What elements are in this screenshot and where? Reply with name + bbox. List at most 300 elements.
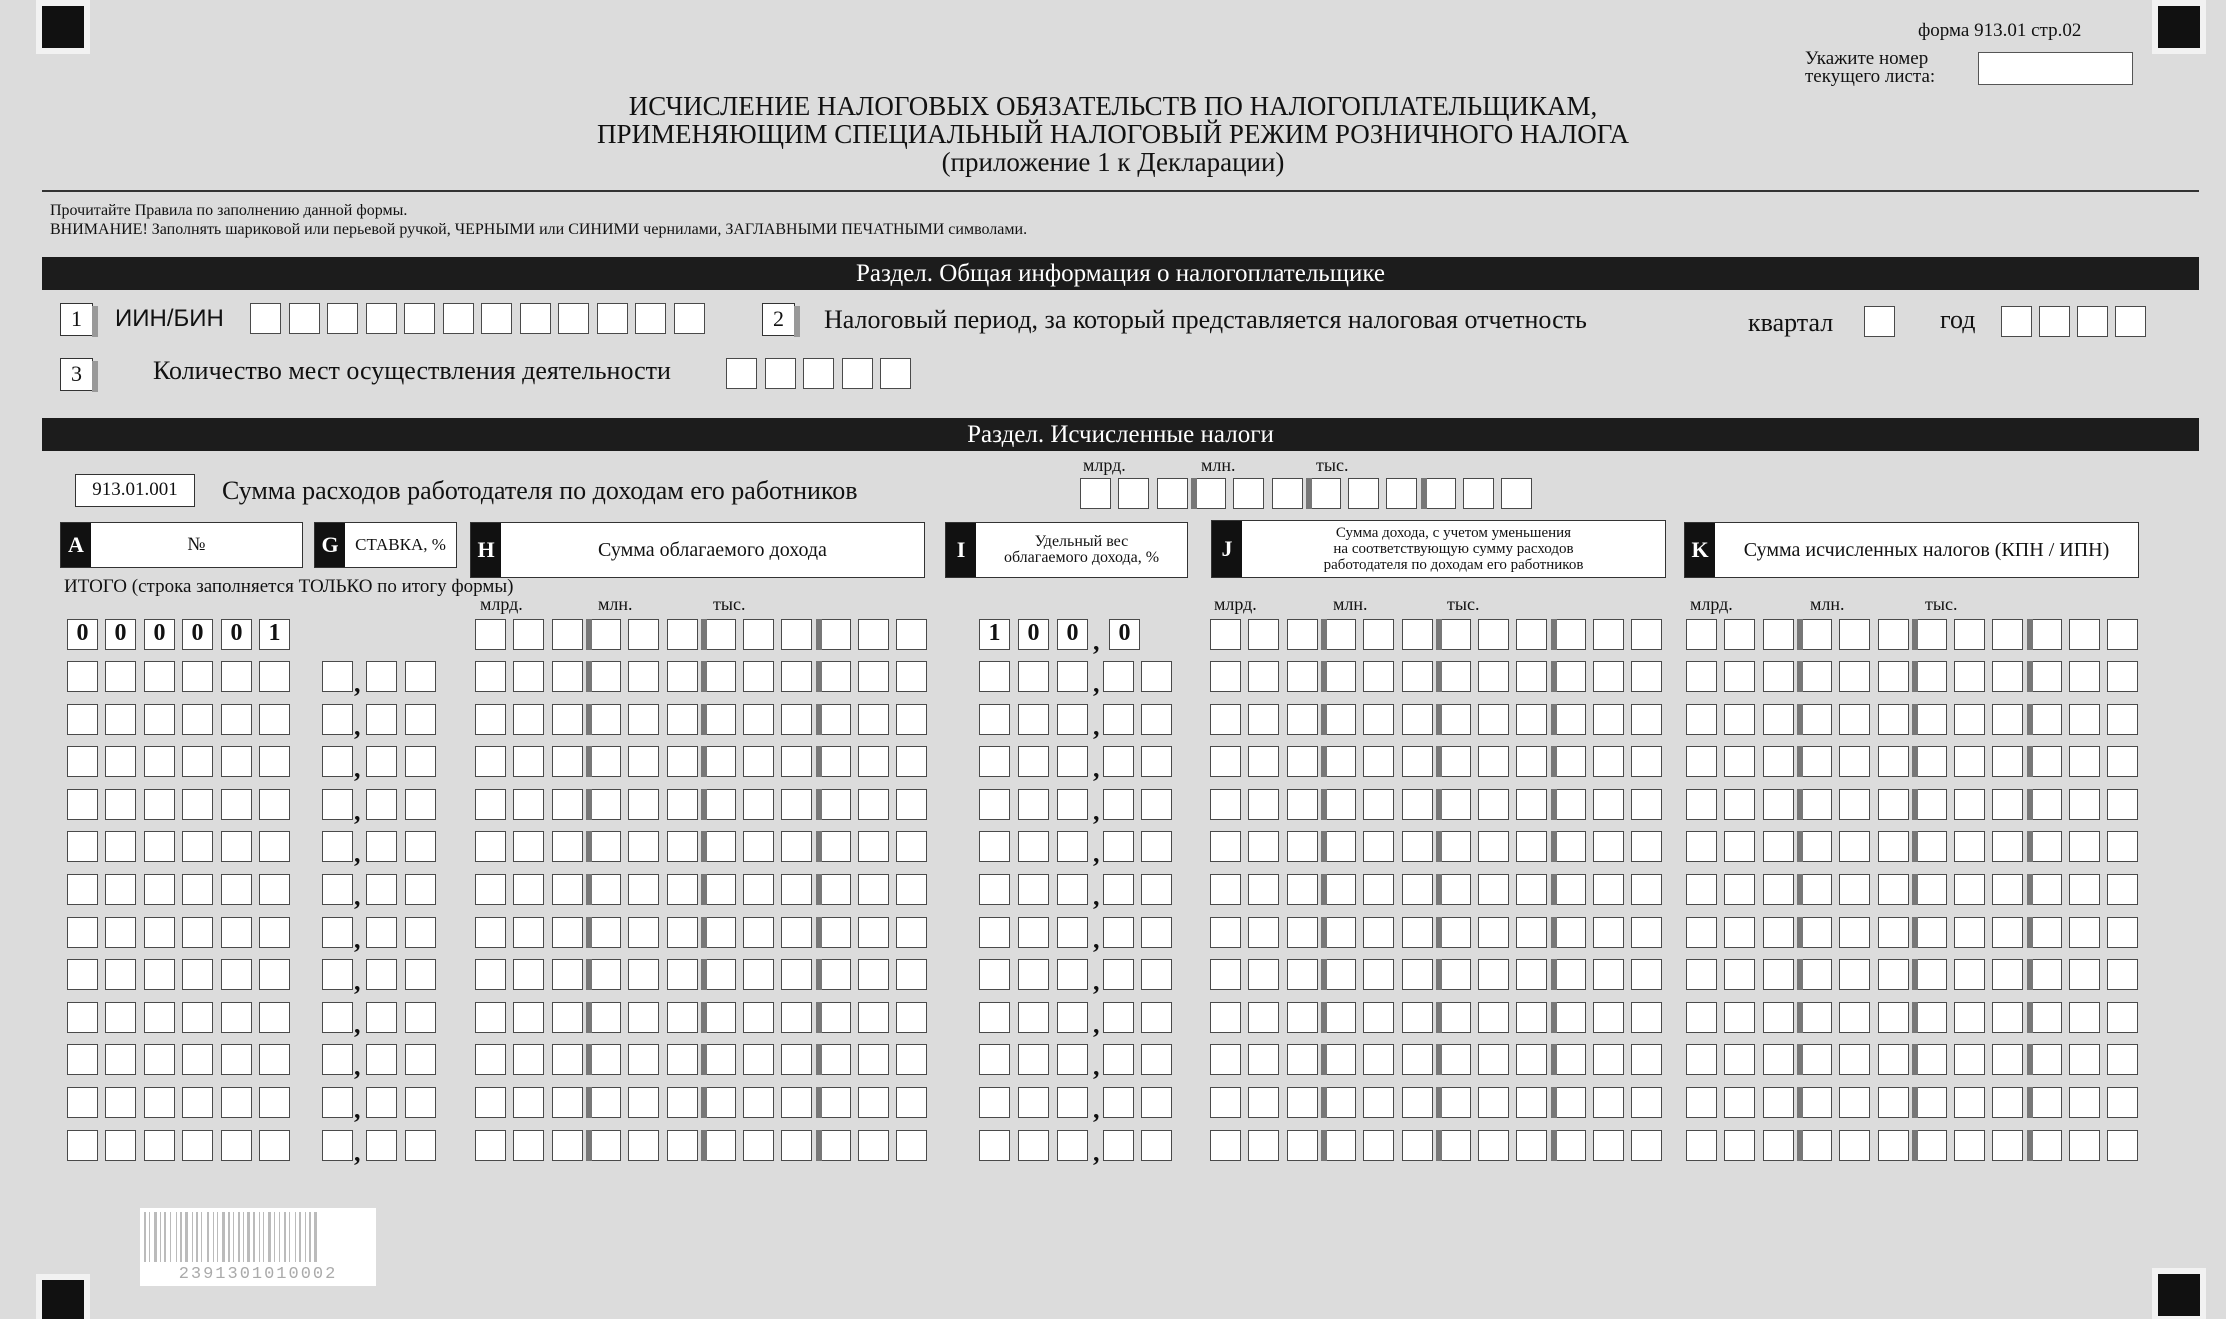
share-cell[interactable]: [1103, 874, 1134, 905]
row-number-cell[interactable]: [221, 1044, 252, 1075]
reduced-income-cell[interactable]: [1555, 1002, 1586, 1033]
share-cell[interactable]: [1103, 1044, 1134, 1075]
reduced-income-cell[interactable]: [1478, 917, 1509, 948]
reduced-income-cell[interactable]: [1325, 831, 1356, 862]
taxable-income-cell[interactable]: [896, 831, 927, 862]
taxable-income-cell[interactable]: [552, 959, 583, 990]
taxable-income-cell[interactable]: [858, 789, 889, 820]
taxable-income-cell[interactable]: [590, 917, 621, 948]
calculated-tax-cell[interactable]: [1916, 746, 1947, 777]
reduced-income-cell[interactable]: [1248, 1044, 1279, 1075]
reduced-income-cell[interactable]: [1478, 959, 1509, 990]
calculated-tax-cell[interactable]: [2107, 1044, 2138, 1075]
taxable-income-cell[interactable]: [590, 1002, 621, 1033]
taxable-income-cell[interactable]: [820, 704, 851, 735]
reduced-income-cell[interactable]: [1210, 1087, 1241, 1118]
calculated-tax-cell[interactable]: [1992, 917, 2023, 948]
taxable-income-cell[interactable]: [628, 704, 659, 735]
reduced-income-cell[interactable]: [1363, 1044, 1394, 1075]
rate-cell[interactable]: [322, 917, 353, 948]
reduced-income-cell[interactable]: [1440, 1044, 1471, 1075]
taxable-income-cell[interactable]: [896, 746, 927, 777]
reduced-income-cell[interactable]: [1516, 1130, 1547, 1161]
taxable-income-cell[interactable]: [628, 789, 659, 820]
row-number-cell[interactable]: [221, 789, 252, 820]
taxable-income-cell[interactable]: [475, 661, 506, 692]
taxable-income-cell[interactable]: [513, 917, 544, 948]
calculated-tax-cell[interactable]: [1992, 619, 2023, 650]
iin-bin-cell[interactable]: [520, 303, 551, 334]
row-number-cell[interactable]: [105, 1002, 136, 1033]
calculated-tax-cell[interactable]: [1724, 789, 1755, 820]
calculated-tax-cell[interactable]: [1992, 959, 2023, 990]
reduced-income-cell[interactable]: [1440, 1087, 1471, 1118]
reduced-income-cell[interactable]: [1248, 874, 1279, 905]
row-number-cell[interactable]: [182, 1002, 213, 1033]
reduced-income-cell[interactable]: [1363, 1002, 1394, 1033]
taxable-income-cell[interactable]: [896, 1044, 927, 1075]
reduced-income-cell[interactable]: [1325, 661, 1356, 692]
reduced-income-cell[interactable]: [1325, 1044, 1356, 1075]
calculated-tax-cell[interactable]: [2107, 917, 2138, 948]
calculated-tax-cell[interactable]: [1839, 1002, 1870, 1033]
reduced-income-cell[interactable]: [1248, 789, 1279, 820]
row-number-cell[interactable]: 0: [105, 619, 136, 650]
share-cell[interactable]: [1018, 1087, 1049, 1118]
reduced-income-cell[interactable]: [1248, 704, 1279, 735]
taxable-income-cell[interactable]: [858, 619, 889, 650]
calculated-tax-cell[interactable]: [1916, 789, 1947, 820]
year-cell[interactable]: [2077, 306, 2108, 337]
reduced-income-cell[interactable]: [1248, 1087, 1279, 1118]
calculated-tax-cell[interactable]: [1801, 1130, 1832, 1161]
row-number-cell[interactable]: [144, 831, 175, 862]
share-cell[interactable]: [1103, 1087, 1134, 1118]
calculated-tax-cell[interactable]: [1992, 704, 2023, 735]
calculated-tax-cell[interactable]: [1916, 959, 1947, 990]
taxable-income-cell[interactable]: [820, 831, 851, 862]
reduced-income-cell[interactable]: [1210, 959, 1241, 990]
calculated-tax-cell[interactable]: [1801, 1087, 1832, 1118]
rate-cell[interactable]: [405, 661, 436, 692]
share-cell[interactable]: 0: [1018, 619, 1049, 650]
calculated-tax-cell[interactable]: [1954, 959, 1985, 990]
reduced-income-cell[interactable]: [1631, 917, 1662, 948]
reduced-income-cell[interactable]: [1593, 619, 1624, 650]
reduced-income-cell[interactable]: [1631, 661, 1662, 692]
share-cell[interactable]: [979, 746, 1010, 777]
row-number-cell[interactable]: [259, 959, 290, 990]
row-number-cell[interactable]: [67, 789, 98, 820]
reduced-income-cell[interactable]: [1593, 661, 1624, 692]
calculated-tax-cell[interactable]: [2107, 704, 2138, 735]
reduced-income-cell[interactable]: [1555, 1087, 1586, 1118]
calculated-tax-cell[interactable]: [1763, 874, 1794, 905]
row-number-cell[interactable]: [259, 1002, 290, 1033]
taxable-income-cell[interactable]: [820, 1087, 851, 1118]
calculated-tax-cell[interactable]: [1839, 1130, 1870, 1161]
taxable-income-cell[interactable]: [705, 1130, 736, 1161]
row-number-cell[interactable]: [221, 1130, 252, 1161]
taxable-income-cell[interactable]: [552, 1130, 583, 1161]
row-number-cell[interactable]: [67, 1130, 98, 1161]
taxable-income-cell[interactable]: [628, 1044, 659, 1075]
calculated-tax-cell[interactable]: [2031, 1087, 2062, 1118]
row-number-cell[interactable]: [105, 746, 136, 777]
calculated-tax-cell[interactable]: [1992, 874, 2023, 905]
reduced-income-cell[interactable]: [1402, 831, 1433, 862]
share-cell[interactable]: [1057, 746, 1088, 777]
reduced-income-cell[interactable]: [1631, 619, 1662, 650]
share-cell[interactable]: [1057, 831, 1088, 862]
taxable-income-cell[interactable]: [552, 917, 583, 948]
taxable-income-cell[interactable]: [858, 1044, 889, 1075]
rate-cell[interactable]: [366, 1002, 397, 1033]
taxable-income-cell[interactable]: [667, 959, 698, 990]
reduced-income-cell[interactable]: [1210, 619, 1241, 650]
taxable-income-cell[interactable]: [820, 1044, 851, 1075]
calculated-tax-cell[interactable]: [1839, 959, 1870, 990]
row-number-cell[interactable]: [105, 661, 136, 692]
row-number-cell[interactable]: [144, 1130, 175, 1161]
reduced-income-cell[interactable]: [1593, 1130, 1624, 1161]
share-cell[interactable]: [1141, 746, 1172, 777]
employer-expenses-cell[interactable]: [1272, 478, 1303, 509]
taxable-income-cell[interactable]: [552, 704, 583, 735]
calculated-tax-cell[interactable]: [1686, 746, 1717, 777]
calculated-tax-cell[interactable]: [1686, 917, 1717, 948]
calculated-tax-cell[interactable]: [1763, 619, 1794, 650]
reduced-income-cell[interactable]: [1363, 917, 1394, 948]
reduced-income-cell[interactable]: [1287, 1130, 1318, 1161]
sheet-number-input[interactable]: [1978, 52, 2133, 85]
calculated-tax-cell[interactable]: [1916, 831, 1947, 862]
taxable-income-cell[interactable]: [705, 959, 736, 990]
reduced-income-cell[interactable]: [1593, 789, 1624, 820]
row-number-cell[interactable]: [105, 959, 136, 990]
calculated-tax-cell[interactable]: [1724, 874, 1755, 905]
calculated-tax-cell[interactable]: [2069, 1044, 2100, 1075]
taxable-income-cell[interactable]: [858, 1087, 889, 1118]
reduced-income-cell[interactable]: [1555, 704, 1586, 735]
share-cell[interactable]: [1018, 704, 1049, 735]
row-number-cell[interactable]: [67, 1044, 98, 1075]
calculated-tax-cell[interactable]: [2107, 874, 2138, 905]
taxable-income-cell[interactable]: [858, 704, 889, 735]
rate-cell[interactable]: [322, 874, 353, 905]
calculated-tax-cell[interactable]: [1878, 1002, 1909, 1033]
calculated-tax-cell[interactable]: [1878, 661, 1909, 692]
reduced-income-cell[interactable]: [1631, 746, 1662, 777]
share-cell[interactable]: [1057, 1044, 1088, 1075]
reduced-income-cell[interactable]: [1363, 789, 1394, 820]
taxable-income-cell[interactable]: [705, 1002, 736, 1033]
taxable-income-cell[interactable]: [858, 831, 889, 862]
reduced-income-cell[interactable]: [1555, 1130, 1586, 1161]
taxable-income-cell[interactable]: [820, 959, 851, 990]
reduced-income-cell[interactable]: [1631, 831, 1662, 862]
rate-cell[interactable]: [366, 704, 397, 735]
taxable-income-cell[interactable]: [781, 619, 812, 650]
reduced-income-cell[interactable]: [1631, 1044, 1662, 1075]
reduced-income-cell[interactable]: [1363, 704, 1394, 735]
calculated-tax-cell[interactable]: [1839, 1087, 1870, 1118]
row-number-cell[interactable]: [182, 789, 213, 820]
taxable-income-cell[interactable]: [552, 789, 583, 820]
share-cell[interactable]: [1018, 874, 1049, 905]
reduced-income-cell[interactable]: [1325, 874, 1356, 905]
reduced-income-cell[interactable]: [1440, 1130, 1471, 1161]
reduced-income-cell[interactable]: [1287, 874, 1318, 905]
share-cell[interactable]: [1018, 917, 1049, 948]
taxable-income-cell[interactable]: [513, 661, 544, 692]
row-number-cell[interactable]: 0: [144, 619, 175, 650]
taxable-income-cell[interactable]: [743, 874, 774, 905]
taxable-income-cell[interactable]: [743, 1044, 774, 1075]
reduced-income-cell[interactable]: [1210, 789, 1241, 820]
calculated-tax-cell[interactable]: [2031, 704, 2062, 735]
reduced-income-cell[interactable]: [1440, 959, 1471, 990]
reduced-income-cell[interactable]: [1402, 1002, 1433, 1033]
taxable-income-cell[interactable]: [896, 704, 927, 735]
reduced-income-cell[interactable]: [1593, 1087, 1624, 1118]
employer-expenses-cell[interactable]: [1425, 478, 1456, 509]
places-count-cell[interactable]: [842, 358, 873, 389]
taxable-income-cell[interactable]: [475, 1044, 506, 1075]
reduced-income-cell[interactable]: [1287, 746, 1318, 777]
share-cell[interactable]: [1103, 704, 1134, 735]
calculated-tax-cell[interactable]: [2107, 1002, 2138, 1033]
taxable-income-cell[interactable]: [667, 1130, 698, 1161]
taxable-income-cell[interactable]: [590, 831, 621, 862]
calculated-tax-cell[interactable]: [1954, 831, 1985, 862]
reduced-income-cell[interactable]: [1478, 789, 1509, 820]
row-number-cell[interactable]: [221, 874, 252, 905]
places-count-cell[interactable]: [880, 358, 911, 389]
reduced-income-cell[interactable]: [1248, 1002, 1279, 1033]
calculated-tax-cell[interactable]: [1686, 1130, 1717, 1161]
reduced-income-cell[interactable]: [1248, 831, 1279, 862]
reduced-income-cell[interactable]: [1440, 1002, 1471, 1033]
calculated-tax-cell[interactable]: [2069, 831, 2100, 862]
reduced-income-cell[interactable]: [1440, 874, 1471, 905]
calculated-tax-cell[interactable]: [2107, 746, 2138, 777]
taxable-income-cell[interactable]: [590, 1044, 621, 1075]
iin-bin-cell[interactable]: [404, 303, 435, 334]
calculated-tax-cell[interactable]: [1839, 1044, 1870, 1075]
calculated-tax-cell[interactable]: [1686, 874, 1717, 905]
calculated-tax-cell[interactable]: [1954, 1044, 1985, 1075]
taxable-income-cell[interactable]: [743, 789, 774, 820]
taxable-income-cell[interactable]: [628, 746, 659, 777]
rate-cell[interactable]: [366, 1044, 397, 1075]
taxable-income-cell[interactable]: [705, 619, 736, 650]
reduced-income-cell[interactable]: [1402, 1130, 1433, 1161]
reduced-income-cell[interactable]: [1555, 1044, 1586, 1075]
share-cell[interactable]: [1141, 917, 1172, 948]
calculated-tax-cell[interactable]: [1992, 1087, 2023, 1118]
taxable-income-cell[interactable]: [705, 1087, 736, 1118]
row-number-cell[interactable]: [182, 874, 213, 905]
taxable-income-cell[interactable]: [896, 959, 927, 990]
calculated-tax-cell[interactable]: [2107, 619, 2138, 650]
iin-bin-cell[interactable]: [327, 303, 358, 334]
rate-cell[interactable]: [366, 874, 397, 905]
reduced-income-cell[interactable]: [1402, 959, 1433, 990]
rate-cell[interactable]: [405, 746, 436, 777]
taxable-income-cell[interactable]: [667, 874, 698, 905]
employer-expenses-cell[interactable]: [1348, 478, 1379, 509]
row-number-cell[interactable]: [144, 746, 175, 777]
employer-expenses-cell[interactable]: [1080, 478, 1111, 509]
share-cell[interactable]: [1057, 1087, 1088, 1118]
reduced-income-cell[interactable]: [1402, 917, 1433, 948]
reduced-income-cell[interactable]: [1210, 874, 1241, 905]
calculated-tax-cell[interactable]: [1763, 661, 1794, 692]
row-number-cell[interactable]: [144, 1087, 175, 1118]
calculated-tax-cell[interactable]: [1839, 619, 1870, 650]
calculated-tax-cell[interactable]: [1916, 661, 1947, 692]
share-cell[interactable]: [1103, 917, 1134, 948]
taxable-income-cell[interactable]: [475, 704, 506, 735]
calculated-tax-cell[interactable]: [1916, 1130, 1947, 1161]
calculated-tax-cell[interactable]: [1686, 1087, 1717, 1118]
taxable-income-cell[interactable]: [781, 789, 812, 820]
reduced-income-cell[interactable]: [1402, 874, 1433, 905]
share-cell[interactable]: [1141, 1044, 1172, 1075]
reduced-income-cell[interactable]: [1631, 789, 1662, 820]
rate-cell[interactable]: [366, 789, 397, 820]
calculated-tax-cell[interactable]: [1954, 704, 1985, 735]
calculated-tax-cell[interactable]: [1724, 704, 1755, 735]
taxable-income-cell[interactable]: [820, 746, 851, 777]
calculated-tax-cell[interactable]: [1724, 746, 1755, 777]
row-number-cell[interactable]: [144, 874, 175, 905]
rate-cell[interactable]: [366, 1130, 397, 1161]
taxable-income-cell[interactable]: [896, 874, 927, 905]
share-cell[interactable]: [1018, 746, 1049, 777]
reduced-income-cell[interactable]: [1478, 746, 1509, 777]
taxable-income-cell[interactable]: [781, 661, 812, 692]
reduced-income-cell[interactable]: [1248, 917, 1279, 948]
calculated-tax-cell[interactable]: [2107, 1087, 2138, 1118]
share-cell[interactable]: 0: [1109, 619, 1140, 650]
taxable-income-cell[interactable]: [590, 789, 621, 820]
reduced-income-cell[interactable]: [1516, 704, 1547, 735]
row-number-cell[interactable]: [144, 1002, 175, 1033]
reduced-income-cell[interactable]: [1210, 917, 1241, 948]
row-number-cell[interactable]: [182, 917, 213, 948]
calculated-tax-cell[interactable]: [2069, 959, 2100, 990]
iin-bin-cell[interactable]: [366, 303, 397, 334]
reduced-income-cell[interactable]: [1516, 959, 1547, 990]
reduced-income-cell[interactable]: [1248, 746, 1279, 777]
year-cell[interactable]: [2039, 306, 2070, 337]
reduced-income-cell[interactable]: [1210, 704, 1241, 735]
reduced-income-cell[interactable]: [1516, 917, 1547, 948]
taxable-income-cell[interactable]: [552, 619, 583, 650]
row-number-cell[interactable]: [67, 1087, 98, 1118]
rate-cell[interactable]: [405, 1087, 436, 1118]
reduced-income-cell[interactable]: [1325, 1130, 1356, 1161]
reduced-income-cell[interactable]: [1402, 789, 1433, 820]
reduced-income-cell[interactable]: [1516, 789, 1547, 820]
rate-cell[interactable]: [322, 789, 353, 820]
places-count-cell[interactable]: [765, 358, 796, 389]
taxable-income-cell[interactable]: [781, 704, 812, 735]
calculated-tax-cell[interactable]: [1801, 619, 1832, 650]
reduced-income-cell[interactable]: [1363, 831, 1394, 862]
calculated-tax-cell[interactable]: [1954, 789, 1985, 820]
calculated-tax-cell[interactable]: [1992, 1002, 2023, 1033]
share-cell[interactable]: [979, 874, 1010, 905]
calculated-tax-cell[interactable]: [1686, 1044, 1717, 1075]
taxable-income-cell[interactable]: [705, 704, 736, 735]
calculated-tax-cell[interactable]: [1916, 704, 1947, 735]
row-number-cell[interactable]: [259, 661, 290, 692]
reduced-income-cell[interactable]: [1631, 874, 1662, 905]
calculated-tax-cell[interactable]: [1878, 619, 1909, 650]
share-cell[interactable]: [1018, 789, 1049, 820]
taxable-income-cell[interactable]: [743, 704, 774, 735]
taxable-income-cell[interactable]: [781, 1087, 812, 1118]
row-number-cell[interactable]: [105, 704, 136, 735]
calculated-tax-cell[interactable]: [1954, 917, 1985, 948]
reduced-income-cell[interactable]: [1440, 704, 1471, 735]
row-number-cell[interactable]: [67, 704, 98, 735]
row-number-cell[interactable]: [221, 1087, 252, 1118]
share-cell[interactable]: [1057, 917, 1088, 948]
rate-cell[interactable]: [366, 1087, 397, 1118]
taxable-income-cell[interactable]: [705, 917, 736, 948]
reduced-income-cell[interactable]: [1287, 1044, 1318, 1075]
taxable-income-cell[interactable]: [667, 619, 698, 650]
reduced-income-cell[interactable]: [1555, 874, 1586, 905]
reduced-income-cell[interactable]: [1478, 831, 1509, 862]
reduced-income-cell[interactable]: [1516, 1002, 1547, 1033]
calculated-tax-cell[interactable]: [2107, 789, 2138, 820]
row-number-cell[interactable]: [221, 746, 252, 777]
row-number-cell[interactable]: [144, 704, 175, 735]
calculated-tax-cell[interactable]: [1992, 1130, 2023, 1161]
taxable-income-cell[interactable]: [475, 1130, 506, 1161]
calculated-tax-cell[interactable]: [1954, 1130, 1985, 1161]
rate-cell[interactable]: [405, 789, 436, 820]
reduced-income-cell[interactable]: [1555, 619, 1586, 650]
calculated-tax-cell[interactable]: [1801, 959, 1832, 990]
reduced-income-cell[interactable]: [1325, 704, 1356, 735]
share-cell[interactable]: [1057, 959, 1088, 990]
reduced-income-cell[interactable]: [1363, 661, 1394, 692]
calculated-tax-cell[interactable]: [1724, 1002, 1755, 1033]
calculated-tax-cell[interactable]: [1686, 704, 1717, 735]
taxable-income-cell[interactable]: [705, 1044, 736, 1075]
row-number-cell[interactable]: [105, 1087, 136, 1118]
taxable-income-cell[interactable]: [552, 746, 583, 777]
taxable-income-cell[interactable]: [628, 619, 659, 650]
calculated-tax-cell[interactable]: [1916, 874, 1947, 905]
taxable-income-cell[interactable]: [628, 831, 659, 862]
reduced-income-cell[interactable]: [1440, 789, 1471, 820]
reduced-income-cell[interactable]: [1325, 1087, 1356, 1118]
calculated-tax-cell[interactable]: [2069, 874, 2100, 905]
row-number-cell[interactable]: [182, 1130, 213, 1161]
calculated-tax-cell[interactable]: [1763, 1002, 1794, 1033]
reduced-income-cell[interactable]: [1631, 1087, 1662, 1118]
share-cell[interactable]: [1141, 661, 1172, 692]
taxable-income-cell[interactable]: [513, 789, 544, 820]
taxable-income-cell[interactable]: [781, 1002, 812, 1033]
